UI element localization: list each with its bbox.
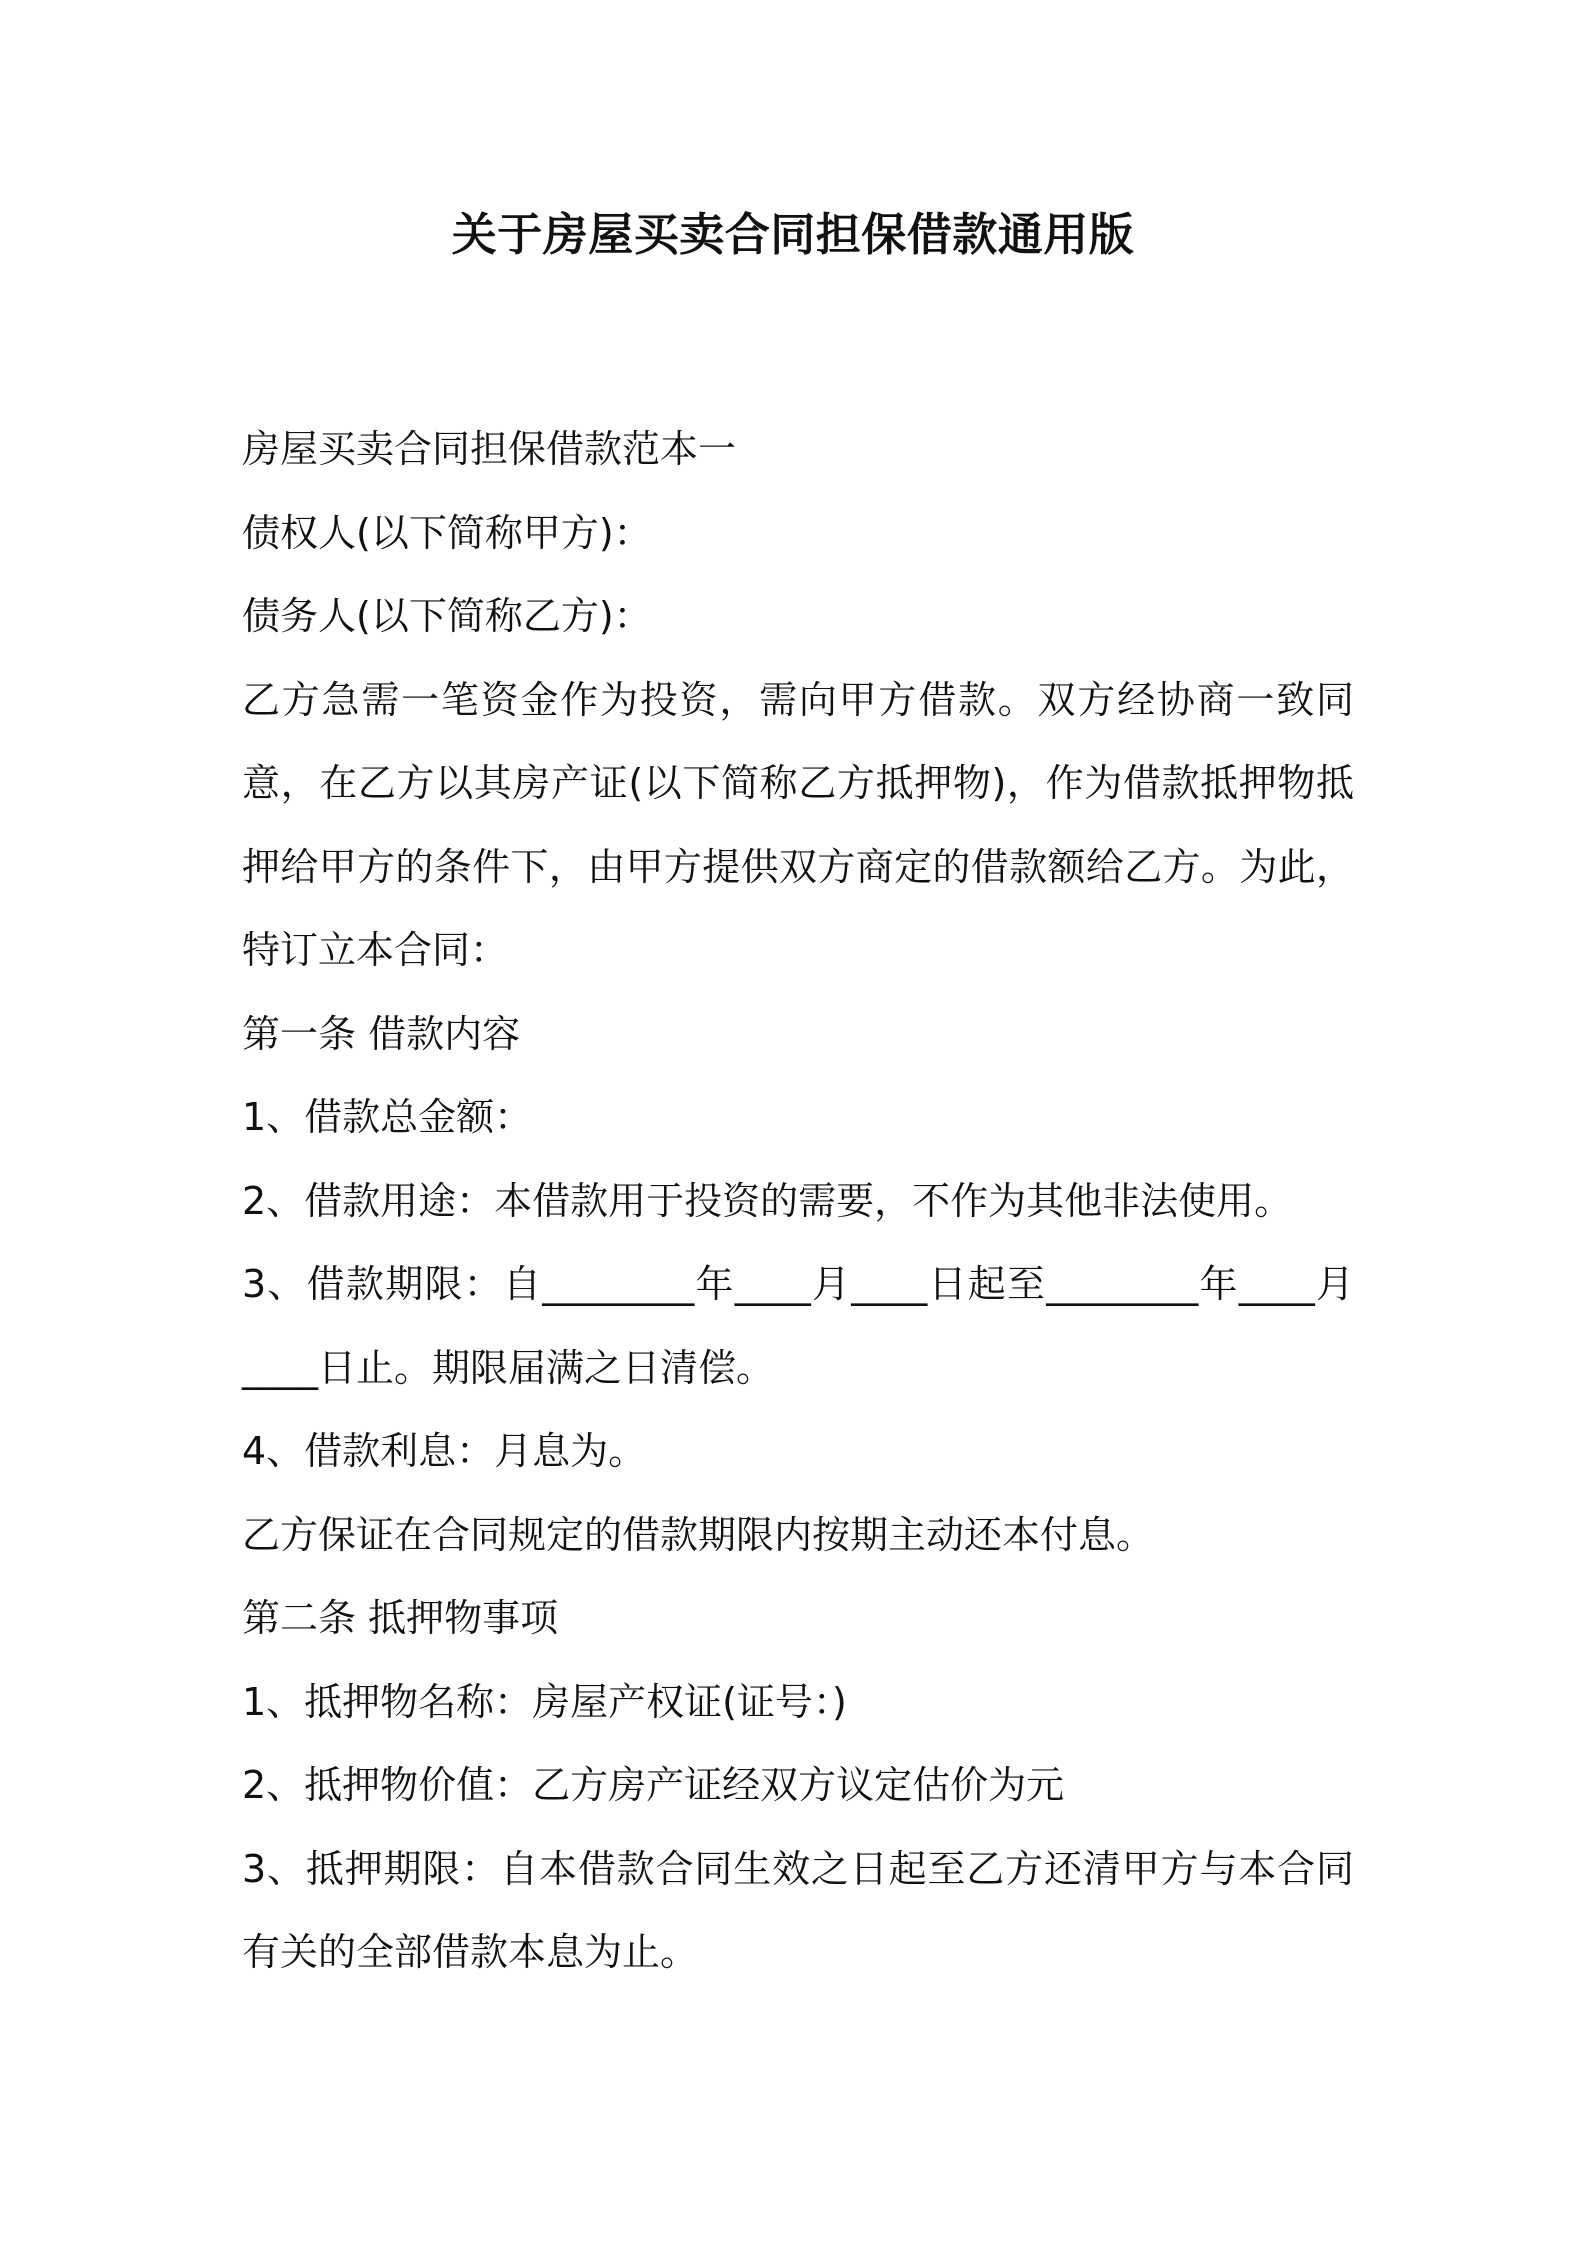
creditor-line: 债权人(以下简称甲方)：	[242, 510, 652, 555]
mortgage-term: 3、抵押期限：自本借款合同生效之日起至乙方还清甲方与本合同有关的全部借款本息为止。	[242, 1846, 1354, 1974]
loan-term: 3、借款期限：自________年____月____日起至________年____月____日止。期限届满之日清偿。	[242, 1262, 1354, 1390]
repayment-guarantee: 乙方保证在合同规定的借款期限内按期主动还本付息。	[242, 1512, 1155, 1557]
collateral-name: 1、抵押物名称：房屋产权证(证号：)	[242, 1679, 847, 1724]
document-title: 关于房屋买卖合同担保借款通用版	[451, 208, 1135, 261]
loan-interest: 4、借款利息：月息为。	[242, 1429, 647, 1473]
article-1-heading: 第一条 借款内容	[242, 1011, 521, 1056]
sample-heading: 房屋买卖合同担保借款范本一	[242, 427, 737, 471]
preamble-paragraph: 乙方急需一笔资金作为投资，需向甲方借款。双方经协商一致同意，在乙方以其房产证(以下简称乙方抵押物)，作为借款抵押物抵押给甲方的条件下，由甲方提供双方商定的借款额给乙方。为此，特订立本合同：	[242, 677, 1354, 972]
collateral-value: 2、抵押物价值：乙方房产证经双方议定估价为元	[242, 1763, 1065, 1807]
loan-total-amount: 1、借款总金额：	[242, 1095, 533, 1139]
article-2-heading: 第二条 抵押物事项	[242, 1596, 559, 1640]
loan-purpose: 2、借款用途：本借款用于投资的需要，不作为其他非法使用。	[242, 1178, 1293, 1223]
document-body	[242, 408, 1354, 1995]
debtor-line: 债务人(以下简称乙方)：	[242, 594, 652, 638]
